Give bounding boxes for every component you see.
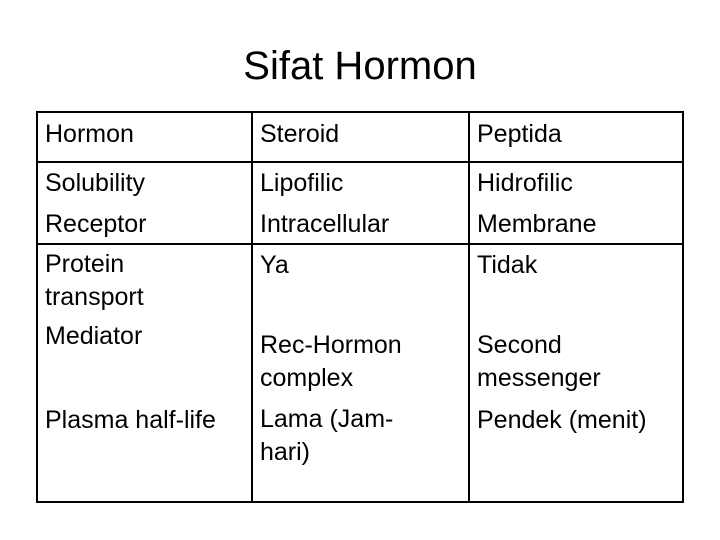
- steroid-plasma-half-life: Lama (Jam-hari): [260, 405, 394, 466]
- column-divider: [251, 113, 253, 501]
- property-mediator: Mediator: [45, 322, 143, 350]
- peptida-solubility: Hidrofilic: [477, 169, 573, 197]
- property-solubility: Solubility: [45, 169, 146, 197]
- steroid-protein-transport: Ya: [260, 251, 289, 279]
- property-receptor: Receptor: [45, 210, 147, 238]
- peptida-mediator: Second messenger: [477, 331, 601, 392]
- hormone-properties-table: [36, 111, 684, 503]
- header-cell-peptida: Peptida: [477, 120, 562, 148]
- property-protein-transport: Protein transport: [45, 250, 144, 311]
- peptida-plasma-half-life: Pendek (menit): [477, 406, 647, 434]
- column-divider: [468, 113, 470, 501]
- row-divider: [38, 243, 682, 245]
- header-divider: [38, 161, 682, 163]
- property-plasma-half-life: Plasma half-life: [45, 406, 216, 434]
- slide-title: Sifat Hormon: [243, 44, 477, 88]
- steroid-receptor: Intracellular: [260, 210, 390, 238]
- steroid-mediator: Rec-Hormon complex: [260, 331, 402, 392]
- header-cell-steroid: Steroid: [260, 120, 340, 148]
- peptida-protein-transport: Tidak: [477, 251, 538, 279]
- header-cell-hormon: Hormon: [45, 120, 134, 148]
- steroid-solubility: Lipofilic: [260, 169, 344, 197]
- peptida-receptor: Membrane: [477, 210, 597, 238]
